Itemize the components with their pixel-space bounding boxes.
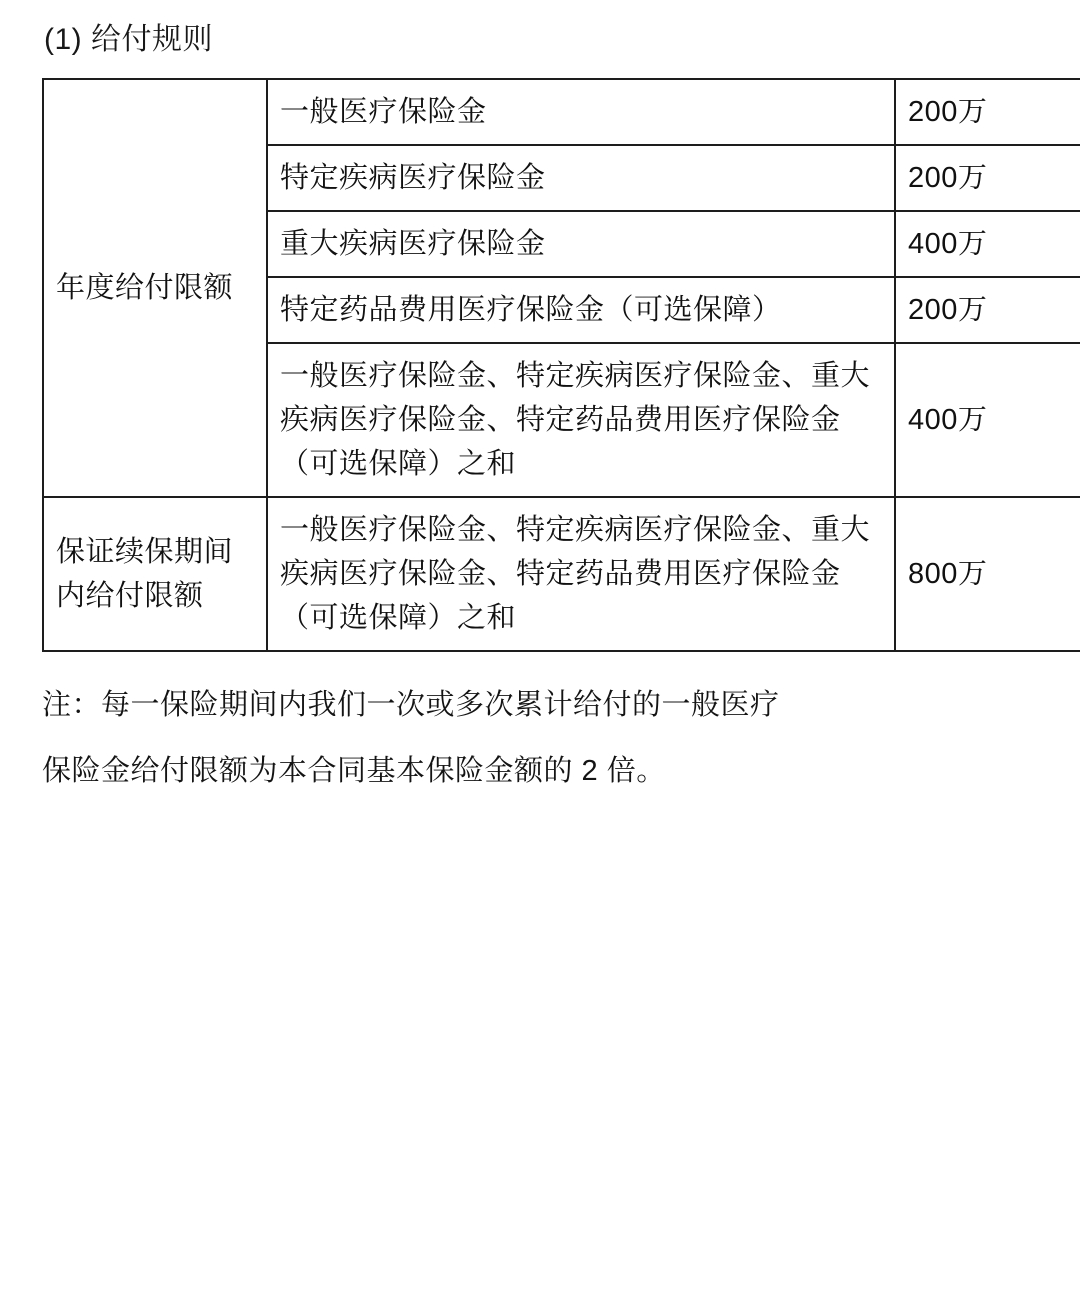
row-item: 一般医疗保险金、特定疾病医疗保险金、重大疾病医疗保险金、特定药品费用医疗保险金（可选保障）之和 [267, 497, 895, 651]
table-row [43, 79, 1080, 145]
row-item: 特定药品费用医疗保险金（可选保障） [267, 277, 895, 343]
row-amount: 200万 [895, 145, 1080, 211]
table-note [42, 672, 1038, 804]
page-title: (1) 给付规则 [44, 23, 213, 56]
row-item: 一般医疗保险金 [267, 79, 895, 145]
table-row [43, 497, 1080, 651]
row-item: 特定疾病医疗保险金 [267, 145, 895, 211]
benefit-rules-table [42, 78, 1080, 652]
row-amount: 400万 [895, 343, 1080, 497]
row-amount: 800万 [895, 497, 1080, 651]
row-amount: 200万 [895, 79, 1080, 145]
row-amount: 400万 [895, 211, 1080, 277]
row-item: 重大疾病医疗保险金 [267, 211, 895, 277]
table-note-line-2: 保险金给付限额为本合同基本保险金额的 2 倍。 [42, 755, 666, 787]
row-category-annual-limit: 年度给付限额 [43, 79, 267, 497]
row-amount: 200万 [895, 277, 1080, 343]
row-category-renewal-limit: 保证续保期间内给付限额 [43, 497, 267, 651]
table-note-line-1: 注：每一保险期间内我们一次或多次累计给付的一般医疗 [42, 689, 780, 721]
row-item: 一般医疗保险金、特定疾病医疗保险金、重大疾病医疗保险金、特定药品费用医疗保险金（可选保障）之和 [267, 343, 895, 497]
